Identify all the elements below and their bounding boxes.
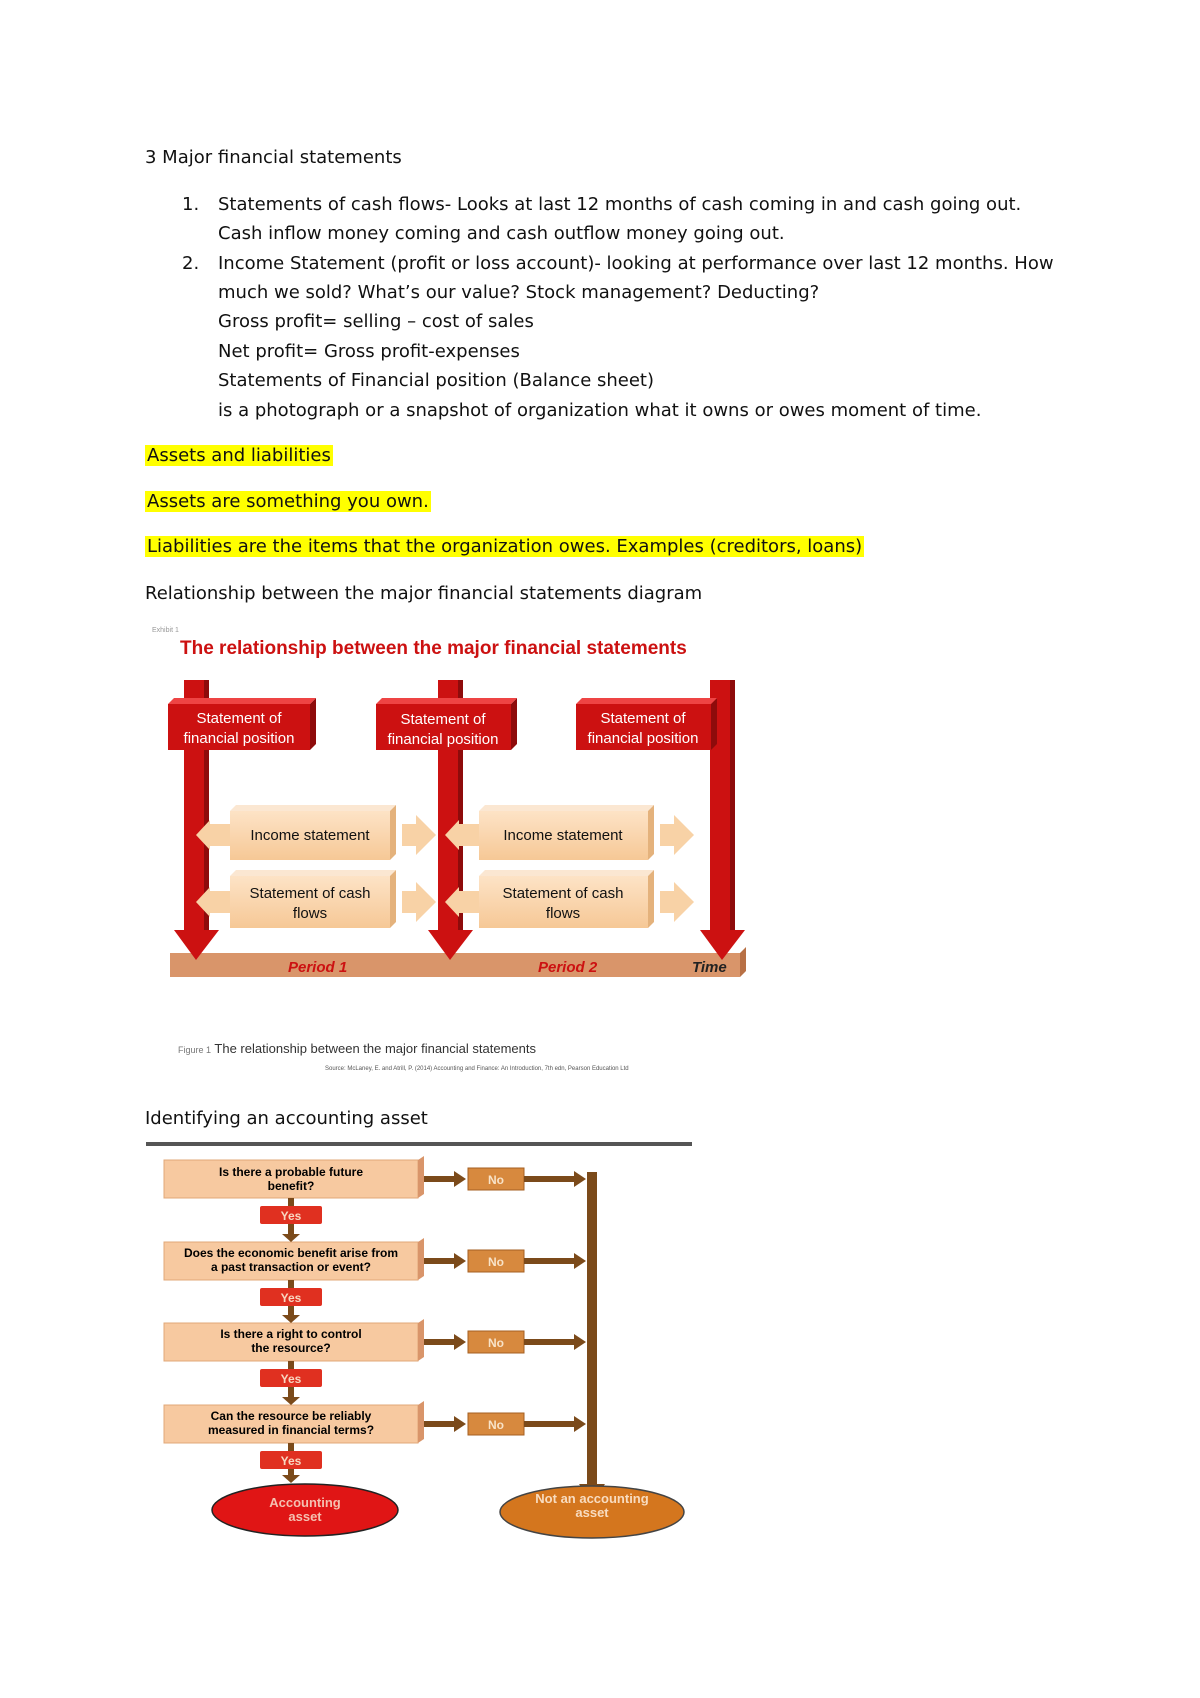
financial-position-box-1 [168, 698, 316, 750]
figure-source: Source: McLaney, E. and Atrill, P. (2014) Accounting and Finance: An Introduction, 7th edn, Pearson Education Ltd [325, 1066, 629, 1072]
time-label: Time [692, 959, 727, 976]
position-box-1-line-2: financial position [183, 730, 295, 747]
list-item-2-line-6: is a photograph or a snapshot of organization what it owns or owes moment of time. [218, 400, 982, 421]
highlight-liabilities-definition [145, 536, 864, 558]
question-4-line-1: Can the resource be reliably [210, 1409, 372, 1423]
financial-position-box-2 [376, 698, 517, 750]
no-branch-4 [424, 1413, 586, 1435]
income-statement-label-1: Income statement [250, 827, 370, 844]
income-statement-arrow-2 [445, 805, 694, 860]
no-branch-2 [424, 1250, 586, 1272]
no-path-trunk [579, 1172, 605, 1502]
diagram1-small-label: Exhibit 1 [152, 627, 179, 634]
diagram2-intro: Identifying an accounting asset [145, 1108, 428, 1129]
financial-position-box-3 [576, 698, 717, 750]
position-box-3-line-1: Statement of [600, 710, 686, 727]
figure-caption [178, 1041, 536, 1056]
no-label-2: No [488, 1255, 504, 1269]
highlight-assets-liabilities [145, 445, 333, 467]
question-box-4 [164, 1401, 424, 1443]
yes-label-2: Yes [280, 1291, 302, 1305]
not-accounting-asset-result [500, 1486, 684, 1538]
income-statement-label-2: Income statement [503, 827, 623, 844]
cash-flows-arrow-1 [196, 870, 436, 928]
question-4-line-2: measured in financial terms? [207, 1423, 375, 1437]
yes-connector-4 [260, 1443, 322, 1483]
figure-caption-prefix: Figure 1 [178, 1045, 212, 1055]
yes-label-3: Yes [280, 1372, 302, 1386]
heading: 3 Major financial statements [145, 147, 402, 168]
not-accounting-asset-line-2: asset [575, 1505, 609, 1520]
accounting-asset-line-1: Accounting [269, 1495, 341, 1510]
list-item-2-line-4: Net profit= Gross profit-expenses [218, 341, 520, 362]
list-number-1: 1. [182, 194, 200, 215]
question-box-2 [164, 1238, 424, 1280]
list-item-2-line-5: Statements of Financial position (Balance sheet) [218, 370, 654, 391]
question-1-line-2: benefit? [267, 1179, 315, 1193]
question-box-1 [164, 1156, 424, 1198]
yes-label-4: Yes [280, 1454, 302, 1468]
position-box-2-line-2: financial position [387, 731, 499, 748]
financial-statements-relationship-diagram [140, 620, 760, 1080]
list-item-2-line-1: Income Statement (profit or loss account)- looking at performance over last 12 months. How [218, 253, 1054, 274]
list-item-1-line-2: Cash inflow money coming and cash outflow money going out. [218, 223, 785, 244]
highlight-text: Assets are something you own. [147, 491, 429, 512]
question-box-3 [164, 1319, 424, 1361]
yes-connector-2 [260, 1280, 322, 1323]
accounting-asset-flowchart [140, 1140, 700, 1560]
position-box-2-line-1: Statement of [400, 711, 486, 728]
cash-flows-label-2-line-2: flows [545, 905, 581, 922]
cash-flows-label-1-line-2: flows [292, 905, 328, 922]
question-2-line-2: a past transaction or event? [210, 1260, 372, 1274]
list-item-1-line-1: Statements of cash flows- Looks at last 12 months of cash coming in and cash going out. [218, 194, 1022, 215]
question-1-line-1: Is there a probable future [218, 1165, 364, 1179]
no-label-3: No [488, 1336, 504, 1350]
list-number-2: 2. [182, 253, 200, 274]
income-statement-arrow-1 [196, 805, 436, 860]
position-box-3-line-2: financial position [587, 730, 699, 747]
question-3-line-2: the resource? [251, 1341, 331, 1355]
no-label-4: No [488, 1418, 504, 1432]
highlight-text: Liabilities are the items that the organization owes. Examples (creditors, loans) [147, 536, 863, 557]
yes-connector-3 [260, 1361, 322, 1405]
figure-caption-text: The relationship between the major financial statements [214, 1041, 536, 1056]
diagram1-intro: Relationship between the major financial statements diagram [145, 583, 703, 604]
list-item-2-line-3: Gross profit= selling – cost of sales [218, 311, 534, 332]
no-branch-3 [424, 1331, 586, 1353]
no-branch-1 [424, 1168, 586, 1190]
yes-connector-1 [260, 1198, 322, 1242]
diagram1-title: The relationship between the major financial statements [180, 638, 687, 659]
cash-flows-label-1-line-1: Statement of cash [249, 885, 371, 902]
highlight-assets-definition [145, 491, 431, 513]
question-3-line-1: Is there a right to control [220, 1327, 362, 1341]
period-1-label: Period 1 [288, 959, 348, 976]
not-accounting-asset-line-1: Not an accounting [535, 1491, 649, 1506]
no-label-1: No [488, 1173, 504, 1187]
time-bar [170, 947, 746, 977]
accounting-asset-line-2: asset [288, 1509, 322, 1524]
accounting-asset-result [212, 1484, 398, 1536]
period-2-label: Period 2 [538, 959, 598, 976]
list-item-2-line-2: much we sold? What’s our value? Stock management? Deducting? [218, 282, 820, 303]
position-box-1-line-1: Statement of [196, 710, 282, 727]
cash-flows-label-2-line-1: Statement of cash [502, 885, 624, 902]
question-2-line-1: Does the economic benefit arise from [183, 1246, 399, 1260]
highlight-text: Assets and liabilities [147, 445, 331, 466]
cash-flows-arrow-2 [445, 870, 694, 928]
yes-label-1: Yes [280, 1209, 302, 1223]
